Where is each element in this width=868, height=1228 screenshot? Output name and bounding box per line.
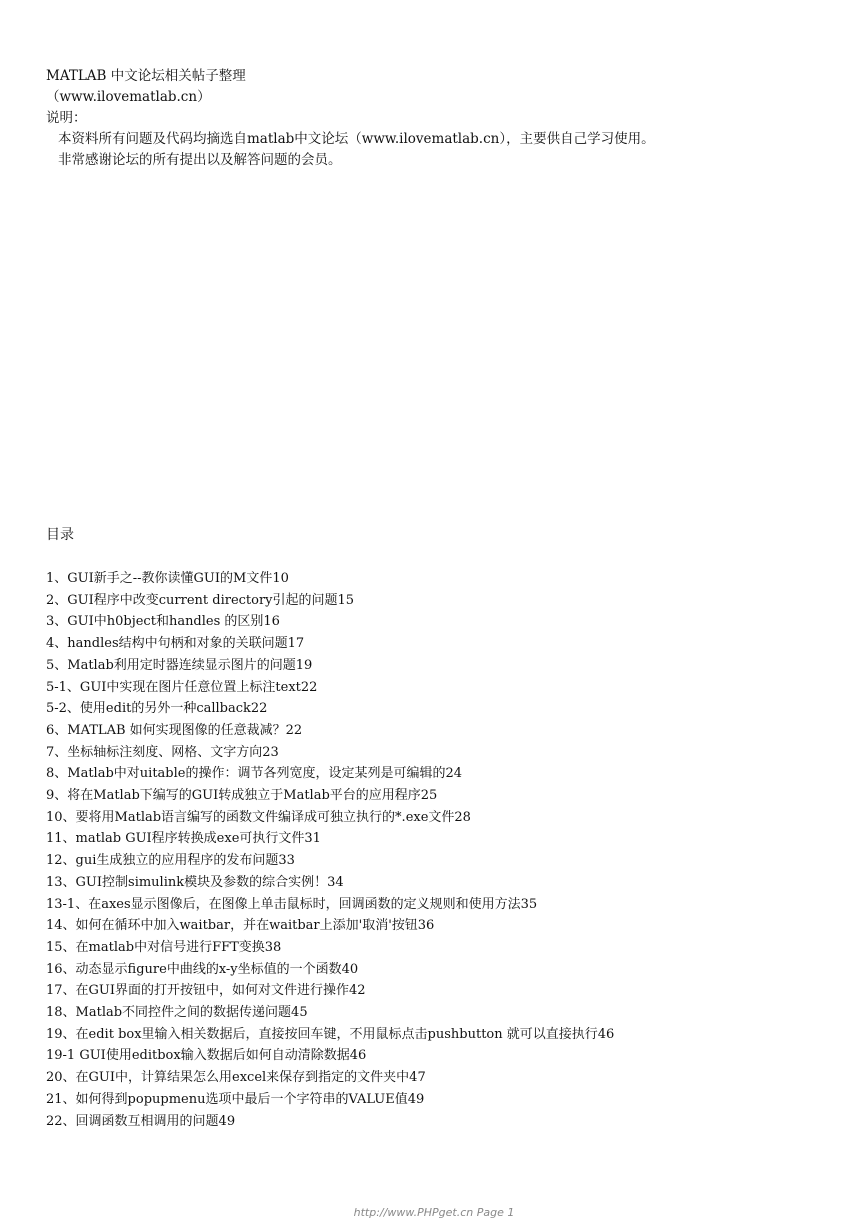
- toc-item: 17、在GUI界面的打开按钮中，如何对文件进行操作42: [46, 983, 366, 999]
- toc-item: 14、如何在循环中加入waitbar，并在waitbar上添加'取消'按钮36: [46, 918, 435, 934]
- toc-item: 21、如何得到popupmenu选项中最后一个字符串的VALUE值49: [46, 1091, 425, 1107]
- toc-item: 15、在matlab中对信号进行FFT变换38: [46, 939, 282, 955]
- toc-item: 22、回调函数互相调用的问题49: [46, 1113, 236, 1129]
- toc-item: 20、在GUI中，计算结果怎么用excel来保存到指定的文件夹中47: [46, 1070, 426, 1086]
- intro-block: [46, 66, 846, 171]
- toc-item: 5-1、GUI中实现在图片任意位置上标注text22: [46, 679, 318, 695]
- note-line: 非常感谢论坛的所有提出以及解答问题的会员。: [58, 152, 342, 168]
- toc-item: 5-2、使用edit的另外一种callback22: [46, 701, 268, 717]
- toc-item: 1、GUI新手之--教你读懂GUI的M文件10: [46, 571, 289, 586]
- toc-item: 3、GUI中h0bject和handles 的区别16: [46, 614, 280, 630]
- toc-item: 5、Matlab利用定时器连续显示图片的问题19: [46, 657, 313, 673]
- toc-item: 11、matlab GUI程序转换成exe可执行文件31: [46, 831, 321, 847]
- toc-heading: 目录: [46, 527, 74, 543]
- toc-item: 13-1、在axes显示图像后，在图像上单击鼠标时，回调函数的定义规则和使用方法35: [46, 896, 538, 912]
- toc-item: 4、handles结构中句柄和对象的关联问题17: [46, 636, 305, 652]
- toc-item: 9、将在Matlab下编写的GUI转成独立于Matlab平台的应用程序25: [46, 788, 438, 804]
- toc-item: 8、Matlab中对uitable的操作：调节各列宽度，设定某列是可编辑的24: [46, 766, 463, 782]
- toc-item: 19、在edit box里输入相关数据后，直接按回车键，不用鼠标点击pushbutton 就可以直接执行46: [46, 1026, 615, 1042]
- toc-list: [46, 568, 846, 1132]
- toc-item: 6、MATLAB 如何实现图像的任意裁减？22: [46, 722, 303, 738]
- toc-item: 7、坐标轴标注刻度、网格、文字方向23: [46, 744, 279, 760]
- toc-item: 12、gui生成独立的应用程序的发布问题33: [46, 853, 295, 869]
- note-label: 说明：: [46, 110, 87, 126]
- toc-item: 18、Matlab不同控件之间的数据传递问题45: [46, 1005, 308, 1021]
- toc-item: 2、GUI程序中改变current directory引起的问题15: [46, 592, 355, 608]
- toc-item: 13、GUI控制simulink模块及参数的综合实例！34: [46, 874, 344, 890]
- toc-item: 19-1 GUI使用editbox输入数据后如何自动清除数据46: [46, 1048, 367, 1064]
- toc-item: 10、要将用Matlab语言编写的函数文件编译成可独立执行的*.exe文件28: [46, 809, 471, 825]
- document-title: MATLAB 中文论坛相关帖子整理: [46, 68, 246, 84]
- note-line: 本资料所有问题及代码均摘选自matlab中文论坛（www.ilovematlab.cn），主要供自己学习使用。: [58, 131, 655, 147]
- page-footer: http://www.PHPget.cn Page 1: [353, 1206, 515, 1219]
- toc-item: 16、动态显示figure中曲线的x-y坐标值的一个函数40: [46, 961, 359, 977]
- site-url: （www.ilovematlab.cn）: [46, 89, 211, 105]
